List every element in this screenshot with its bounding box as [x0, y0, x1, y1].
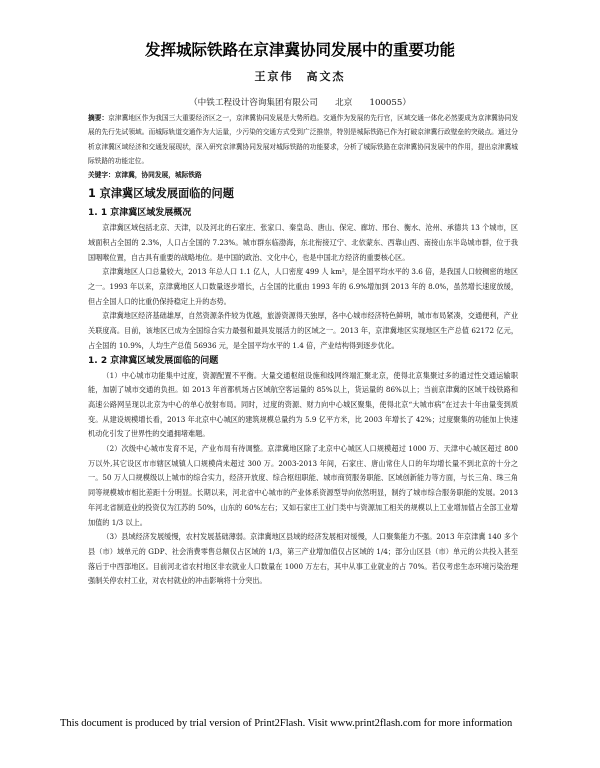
body-paragraph: （3）县域经济发展缓慢，农村发展基础薄弱。京津冀地区县域的经济发展相对缓慢，人口聚集能力不强。2013 年京津冀 140 多个县（市）域单元的 GDP、社会消费零售总额仅占区域的 1/3，第三产业增加值仅占区域的 1/4；部分山区县（市）单元的公共投入甚至落后于中西部地区。目前河北省农村地区非农就业人口数量在 1000 万左右，其中从事工业就业的占 70%。若仅考虑生态环境污染治理强制关停农村工业，对农村就业的冲击影响将十分突出。 — [88, 532, 518, 586]
keywords-text: 京津冀，协同发展，城际铁路 — [114, 171, 202, 180]
article-text — [88, 111, 518, 589]
section-heading: 1 京津冀区域发展面临的问题 — [88, 187, 234, 201]
subsection-heading-problems: 1. 2 京津冀区域发展面临的问题 — [88, 355, 219, 366]
body-paragraph: 京津冀地区人口总量较大，2013 年总人口 1.1 亿人，人口密度 499 人 km²，是全国平均水平的 3.6 倍，是我国人口较稠密的地区之一。1993 年以来，京津冀地区人口数量逐步增长，占全国的比重由 1993 年的 6.9%增加到 2013 年的 8.0%，虽然增长速度放缓，但占全国人口的比重仍保持稳定上升的态势。 — [88, 267, 518, 306]
abstract-paragraph — [88, 111, 518, 168]
keywords-line — [88, 168, 518, 182]
body-paragraph: 京津冀地区经济基础雄厚，自然资源条件较为优越，旅游资源得天独厚，各中心城市经济特色鲜明，城市布局紧凑，交通便利，产业关联度高。目前，该地区已成为全国综合实力最强和最具发展活力的区域之一。2013 年，京津冀地区实现地区生产总值 62172 亿元，占全国的 10.9%，人均生产总值 56936 元，是全国平均水平的 1.4 倍，产业结构得到逐步优化。 — [88, 311, 518, 350]
body-paragraph: 京津冀区域包括北京、天津，以及河北的石家庄、张家口、秦皇岛、唐山、保定、廊坊、邢台、衡水、沧州、承德共 13 个城市，区域面积占全国的 2.3%，人口占全国的 7.23%。城市群东临渤海，东北衔接辽宁、北依蒙东、西靠山西、南接山东半岛城市群，位于我国咽喉位置，自古具有重要的战略地位。是中国的政治、文化中心，也是中国北方经济的重要核心区。 — [88, 223, 518, 262]
body-paragraph: （2）次级中心城市发育不足，产业布局有待调整。京津冀地区除了北京中心城区人口规模超过 1000 万、天津中心城区超过 800 万以外,其它设区市市辖区城镇人口规模尚未超过 300 万。2003-2013 年间，石家庄、唐山常住人口的年均增长量不到北京的十分之一。50 万人口规模级以上城市的综合实力，经济开放度、综合枢纽职能、城市商贸服务职能、区域创新能力等方面，与长三角、珠三角同等规模城市相比差距十分明显。长期以来，河北省中心城市的产业体系资源型导向依然明显，制约了城市综合服务职能的发展。2013 年河北省制造业的投资仅为江苏的 50%，山东的 60%左右；又如石家庄工业门类中与资源加工相关的规模以上工业增加值占全部工业增加值的 1/3 以上。 — [88, 444, 518, 527]
paper-authors: 王京伟 高文杰 — [254, 70, 346, 83]
trial-version-footer: This document is produced by trial version of Print2Flash. Visit www.print2flash.com for more information — [60, 718, 513, 729]
keywords-label: 关键字： — [88, 171, 115, 180]
abstract-label: 摘要： — [88, 114, 109, 122]
subsection-heading-overview: 1. 1 京津冀区域发展概况 — [88, 208, 192, 219]
abstract-text: 京津冀地区作为我国三大重要经济区之一，京津冀协同发展是大势所趋。交通作为发展的先行官，区域交通一体化必然要成为京津冀协同发展的先行先试领域。而城际轨道交通作为大运量，少污染的交通方式受到广泛推崇，特别是城际铁路已作为打破京津冀行政壁垒的突破点。通过分析京津冀区域经济和交通发展现状，深入研究京津冀协同发展对城际铁路的功能要求，分析了城际铁路在京津冀协同发展中的作用，提出京津冀城际铁路的功能定位。 — [88, 114, 519, 165]
paper-title: 发挥城际铁路在京津冀协同发展中的重要功能 — [144, 41, 455, 59]
body-paragraph: （1）中心城市功能集中过度，资源配置不平衡。大量交通枢纽设施和线网终端汇聚北京，使得北京集聚过多的通过性交通运输职能，加剧了城市交通的负担。如 2013 年首都机场占区域航空客运量的 85%以上，货运量的 86%以上；当前京津冀的区域干线铁路和高速公路网呈现以北京为中心的单心放射布局。同时，过度的资源、财力向中心城区聚集，使得北京“大城市病”在过去十年由量变到质变。从建设规模增长看，2013 年北京中心城区的建筑规模总量约为 5.9 亿平方米，比 2003 年增长了 42%；过度聚集的功能加上快速机动化引发了世界性的交通拥堵难题。 — [88, 370, 518, 439]
author-affiliation: （中铁工程设计咨询集团有限公司 北京 100055） — [189, 98, 411, 108]
